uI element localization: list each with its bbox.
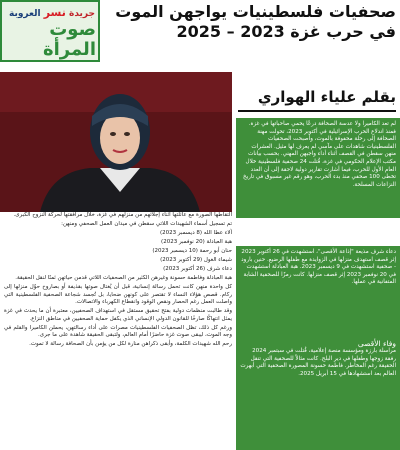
profile-text: مراسلة بارزة ومؤسسة منصة إعلامية، قُتلت في سبتمبر 2024 رفقة زوجها وطفلها في دير البلح. كانت مثالاً للصحفية التي تنقل الحقيقة رغم المخاطر. فاطمة حسونة المصورة الصحفية التي أبهرت العالم بعد استشهادها في 15 أبريل 2025. bbox=[240, 348, 396, 377]
logo-section-title bbox=[8, 20, 96, 60]
body-paragraph: التقاطها الصورة مع عائلتها أثناء إجلائهم من منزلهم في غزة، خلال مرافقتها لحركة النزوح الكبرى. bbox=[13, 212, 232, 218]
article-headline: صحفيات فلسطينيات يواجهن الموت في حرب غزة 2023 – 2025 bbox=[115, 2, 396, 41]
body-paragraph: رحم الله شهيدات الكلمة، وأبقى ذكراهن منارة لكل من يؤمن بأن الصحافة رسالة لا تموت. bbox=[29, 341, 232, 347]
article-body bbox=[4, 212, 232, 450]
body-paragraph: شيماء الغول (29 أكتوبر 2023) bbox=[160, 257, 232, 263]
body-paragraph: هبة العبادلة وفاطمة حسونة وغيرهن الكثير من الصحفيات اللاتي قدمن حياتهن ثمنًا لنقل الحقيقة. bbox=[15, 275, 232, 281]
logo-word-3: العروبة bbox=[8, 9, 41, 19]
body-paragraph: وقد طالبت منظمات دولية بفتح تحقيق مستقل في استهداف الصحفيين، معتبرة أن ما يحدث في غزة يمثل انتهاكًا صارخًا للقانون الدولي الإنساني الذي يكفل حماية الصحفيين في مناطق النزاع. bbox=[4, 308, 232, 322]
body-paragraph: آلاء عطا الله (8 ديسمبر 2023) bbox=[159, 230, 232, 236]
article-byline: بقلم علياء الهواري bbox=[257, 88, 396, 106]
body-paragraph: كل واحدة منهن كانت تحمل رسالة إنسانية، قبل أن يُغتال صوتها بقذيفة أو بصاروخ حوّل منزلها إلى ركام. قصص هؤلاء النساء لا تقتصر على كونهن ضحايا، بل تُجسد شجاعة الصحفية الفلسطينية التي واصلت العمل رغم الحصار ونقص الوقود وانقطاع الكهرباء والاتصالات. bbox=[4, 284, 232, 305]
logo-word-1: جريدة bbox=[69, 9, 95, 19]
byline-divider bbox=[238, 110, 396, 112]
body-paragraph: دعاء شرف (26 أكتوبر 2023) bbox=[163, 266, 232, 272]
body-paragraph: ورغم كل ذلك، تظل الصحفيات الفلسطينيات مصرات على أداء رسالتهن، يحملن الكاميرا والقلم في وجه الموت، ليبقى صوت غزة حاضرًا أمام العالم، ولتبقى الحقيقة شاهدة على ما جرى. bbox=[4, 324, 232, 338]
logo-word-2: نسر bbox=[43, 6, 66, 19]
logo-masthead bbox=[6, 6, 98, 19]
body-paragraph: تم تسجيل أسماء الشهيدات اللاتي سقطن في ميدان العمل الصحفي ومنهن: bbox=[61, 221, 232, 227]
logo-line-2: صوت bbox=[49, 19, 96, 40]
logo-line-3: المرأة bbox=[43, 39, 96, 60]
newspaper-logo bbox=[0, 0, 100, 62]
profile-heading: وفاء الأقصى bbox=[357, 339, 396, 348]
body-paragraph: حنان أبو رحمة (10 ديسمبر 2023) bbox=[152, 248, 232, 254]
profiles-box-2 bbox=[236, 336, 400, 450]
author-portrait-image bbox=[0, 72, 232, 212]
profiles-box: دعاء شرف مذيعة "إذاعة الأقصى"، استشهدت في 26 أكتوبر 2023 إثر قصف استهدف منزلها في الزوايدة مع طفلها الرضيع. حنين بارود - صحفية استشهدت في 9 ديسمبر 2023. هبة العبادلة استشهدت في 20 نوفمبر 2023 إثر قصف منزلها. كانت رمزًا للصحفية الشابة المتفانية في عملها. bbox=[236, 246, 400, 336]
author-photo bbox=[0, 72, 232, 212]
body-paragraph: هبة العبادلة (20 نوفمبر 2023) bbox=[161, 239, 232, 245]
intro-box: لم تعد الكاميرا ولا عدسة الصحافة درعًا يحمي صاحباتها في غزة. فمنذ اندلاع الحرب الإسرائيلية في أكتوبر 2023، تحولت مهنة الصحافة إلى رحلة محفوفة بالموت، وأصبحت الصحفيات الفلسطينيات شاهدات على مآسي لم يعرف لها مثيل. العشرات منهن سقطن في القصف أثناء أداء واجبهن المهني. بحسب بيانات مكتب الإعلام الحكومي في غزة، قُتلت 24 صحفية فلسطينية خلال العام الأول للحرب، فيما أشارت تقارير دولية لاحقة إلى أن العدد تخطى 100 صحفي منذ بدء الحرب، وهو رقم غير مسبوق في تاريخ النزاعات المسلحة. bbox=[236, 118, 400, 218]
